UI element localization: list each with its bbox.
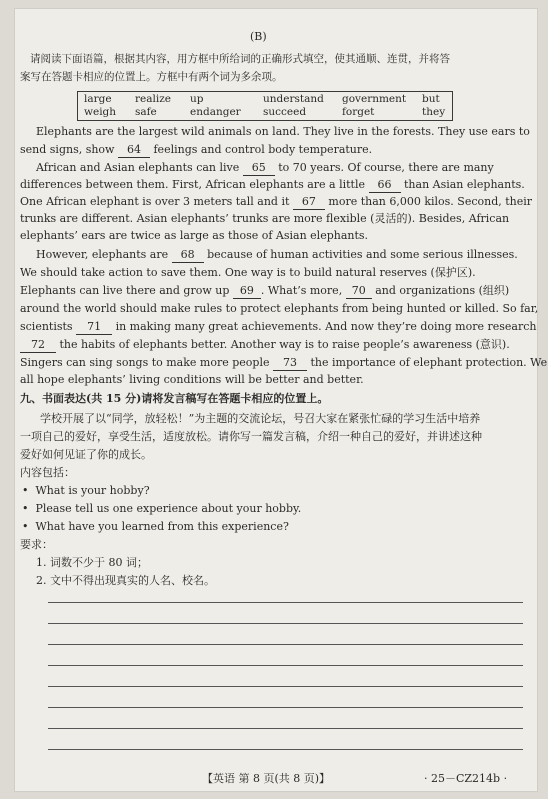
blank-65[interactable]: 65: [243, 161, 275, 176]
answer-line[interactable]: [48, 665, 523, 666]
passage-line: send signs, show 64 feelings and control body temperature.: [20, 143, 373, 156]
passage-line: trunks are different. Asian elephants’ trunks are more flexible (灵活的). Besides, African: [20, 212, 510, 225]
word-bank-box: [77, 91, 453, 121]
answer-line[interactable]: [48, 707, 523, 708]
page-footer: 【英语 第 8 页(共 8 页)】: [202, 772, 331, 785]
passage-line: 72 the habits of elephants better. Another way is to raise people’s awareness (意识).: [20, 338, 510, 353]
writing-heading: 九、书面表达(共 15 分)请将发言稿写在答题卡相应的位置上。: [20, 392, 329, 405]
passage-line: We should take action to save them. One way is to build natural reserves (保护区).: [20, 266, 476, 279]
word-bank-item: endanger: [190, 106, 241, 118]
passage-line: Elephants can live there and grow up 69 . What’s more, 70 and organizations (组织): [20, 284, 510, 297]
blank-69[interactable]: 69: [233, 284, 261, 299]
answer-line[interactable]: [48, 728, 523, 729]
passage-line: scientists 71 in making many great achievements. And now they’re doing more research: [20, 320, 537, 333]
word-bank-item: government: [342, 93, 407, 105]
word-bank-item: up: [190, 93, 204, 105]
passage-line: elephants’ ears are twice as large as those of Asian elephants.: [20, 229, 369, 242]
writing-prompt: 一项自己的爱好，享受生活，适度放松。请你写一篇发言稿，介绍一种自己的爱好，并讲述这种: [20, 430, 482, 443]
passage-line: One African elephant is over 3 meters tall and it 67 more than 6,000 kilos. Second, their: [20, 195, 533, 208]
exam-code: · 25－CZ214b ·: [424, 772, 508, 785]
blank-70[interactable]: 70: [346, 284, 372, 299]
blank-68[interactable]: 68: [172, 248, 204, 263]
passage-line: differences between them. First, African elephants are a little 66 than Asian elephants.: [20, 178, 525, 191]
bullet-item: • What is your hobby?: [22, 484, 150, 497]
blank-67[interactable]: 67: [293, 195, 325, 210]
writing-prompt: 爱好如何见证了你的成长。: [20, 448, 152, 461]
exam-page: [14, 8, 548, 792]
word-bank-item: realize: [135, 93, 171, 105]
blank-66[interactable]: 66: [369, 178, 401, 193]
word-bank-item: large: [84, 93, 112, 105]
writing-prompt: 学校开展了以“同学，放轻松！”为主题的交流论坛，号召大家在紧张忙碌的学习生活中培养: [40, 412, 481, 425]
passage-line: African and Asian elephants can live 65 to 70 years. Of course, there are many: [36, 161, 494, 174]
answer-line[interactable]: [48, 644, 523, 645]
blank-71[interactable]: 71: [76, 320, 112, 335]
passage-line: Singers can sing songs to make more people 73 the importance of elephant protection. We: [20, 356, 548, 369]
bullet-item: • Please tell us one experience about your hobby.: [22, 502, 302, 515]
bullet-item: • What have you learned from this experience?: [22, 520, 289, 533]
instruction-line: 案写在答题卡相应的位置上。方框中有两个词为多余项。: [20, 71, 283, 83]
requirement-item: 2. 文中不得出现真实的人名、校名。: [36, 574, 215, 587]
passage-line: around the world should make rules to protect elephants from being hunted or killed. So far,: [20, 302, 539, 315]
word-bank-item: safe: [135, 106, 157, 118]
requirements-label: 要求：: [20, 538, 53, 551]
requirement-item: 1. 词数不少于 80 词；: [36, 556, 148, 569]
blank-72[interactable]: 72: [20, 338, 56, 353]
passage-line: However, elephants are 68 because of human activities and some serious illnesses.: [36, 248, 518, 261]
word-bank-item: weigh: [84, 106, 117, 118]
content-label: 内容包括：: [20, 466, 75, 479]
passage-line: all hope elephants’ living conditions will be better and better.: [20, 373, 364, 386]
answer-line[interactable]: [48, 623, 523, 624]
word-bank-item: understand: [263, 93, 324, 105]
passage-line: Elephants are the largest wild animals on land. They live in the forests. They use ears to: [36, 125, 530, 138]
word-bank-item: but: [422, 93, 440, 105]
blank-64[interactable]: 64: [118, 143, 150, 158]
word-bank-item: succeed: [263, 106, 307, 118]
instruction-line: 请阅读下面语篇，根据其内容，用方框中所给词的正确形式填空，使其通顺、连贯，并将答: [30, 53, 450, 65]
blank-73[interactable]: 73: [273, 356, 307, 371]
answer-line[interactable]: [48, 686, 523, 687]
section-code: (B): [250, 30, 267, 43]
answer-line[interactable]: [48, 749, 523, 750]
answer-line[interactable]: [48, 602, 523, 603]
word-bank-item: they: [422, 106, 446, 118]
word-bank-item: forget: [342, 106, 375, 118]
